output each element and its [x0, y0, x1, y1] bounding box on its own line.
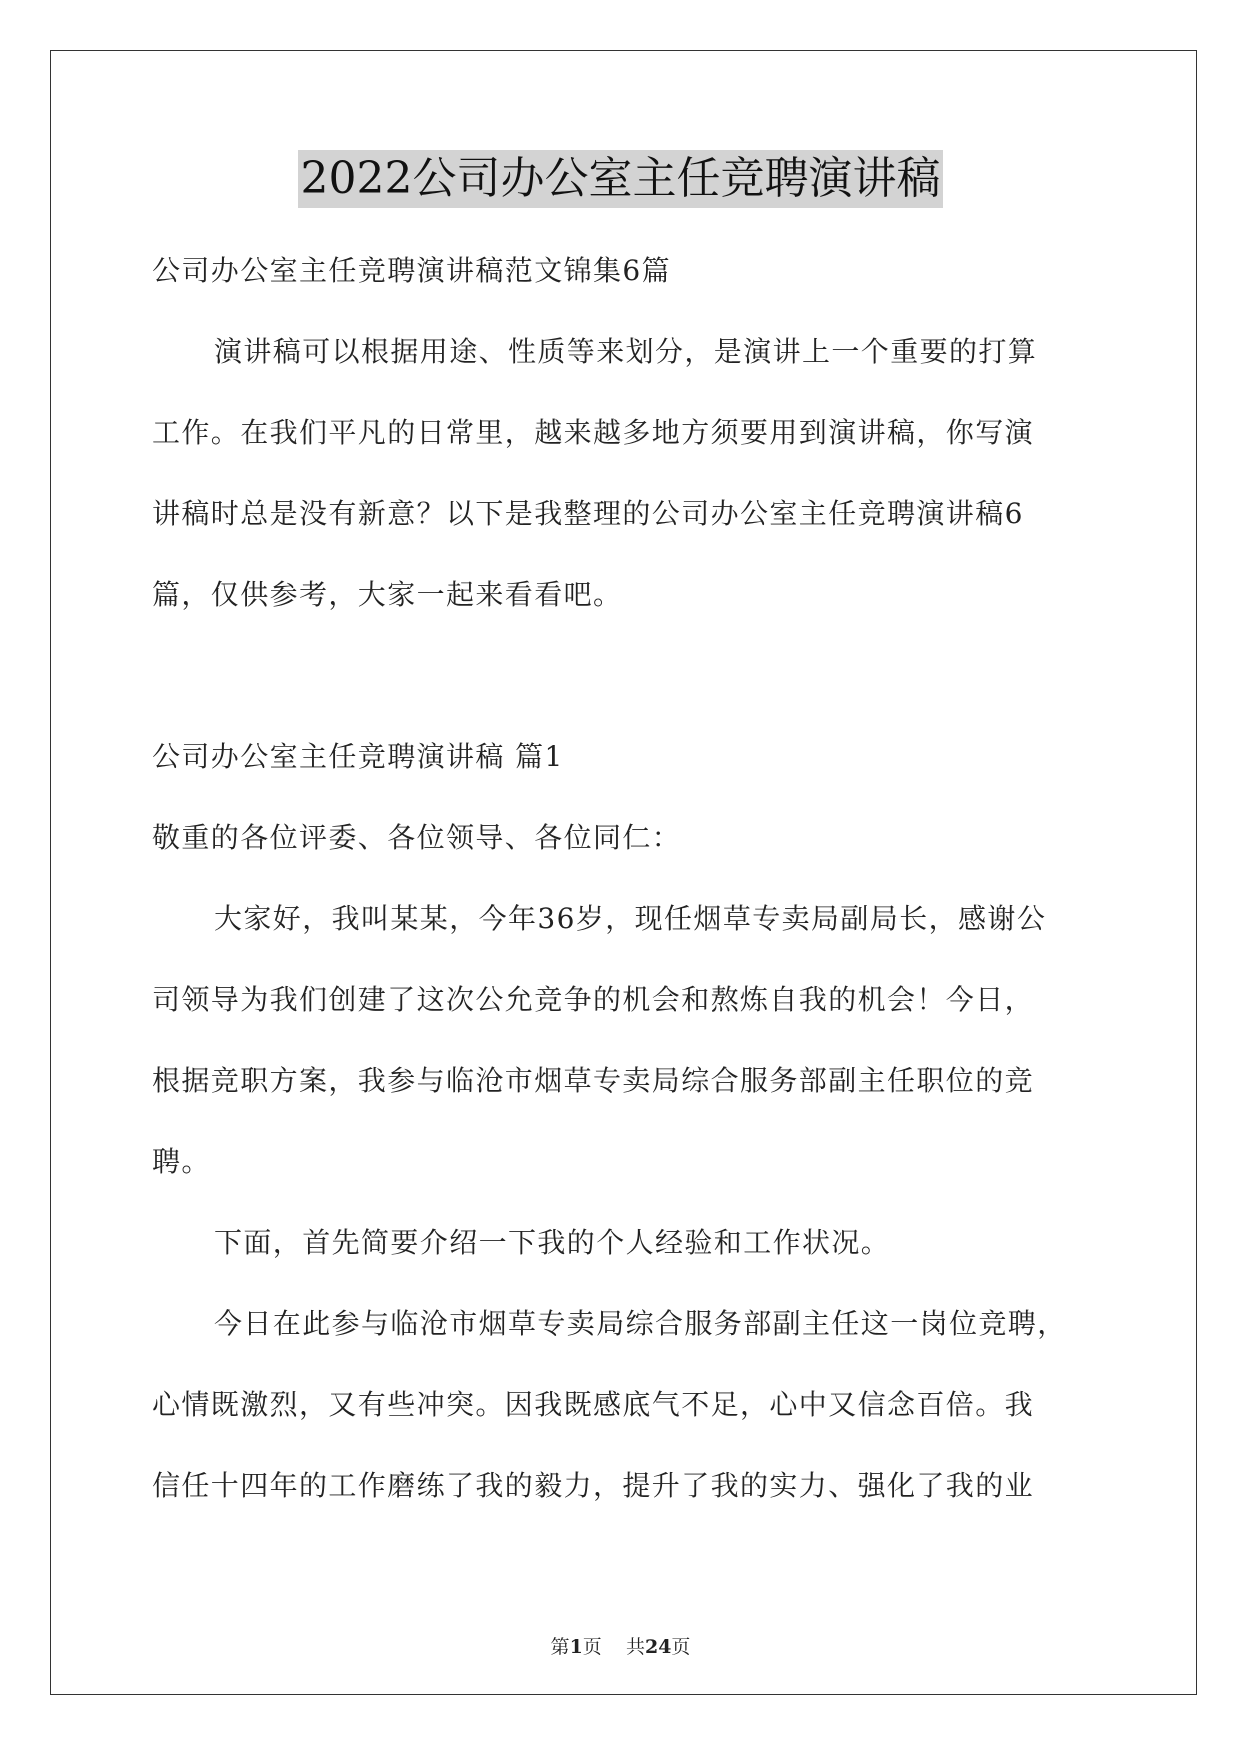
text-line: 根据竞职方案，我参与临沧市烟草专卖局综合服务部副主任职位的竞: [152, 1064, 1035, 1097]
text-line: 演讲稿可以根据用途、性质等来划分，是演讲上一个重要的打算: [214, 335, 1038, 368]
blank-line: [152, 635, 1096, 716]
text-line: 司领导为我们创建了这次公允竞争的机会和熬炼自我的机会！今日，: [152, 983, 1035, 1016]
page-footer: [0, 1632, 1241, 1659]
footer-prefix: 第: [550, 1636, 570, 1658]
text-line: 下面，首先简要介绍一下我的个人经验和工作状况。: [214, 1226, 891, 1259]
footer-middle: 页 共: [582, 1636, 645, 1658]
text-line: 信任十四年的工作磨练了我的毅力，提升了我的实力、强化了我的业: [152, 1469, 1035, 1502]
text-line: 聘。: [152, 1145, 211, 1178]
text-line: 篇，仅供参考，大家一起来看看吧。: [152, 578, 623, 611]
document-body: [152, 230, 1096, 1526]
text-line: 心情既激烈，又有些冲突。因我既感底气不足，心中又信念百倍。我: [152, 1388, 1035, 1421]
text-line: 敬重的各位评委、各位领导、各位同仁：: [152, 821, 682, 854]
footer-total-pages: 24: [644, 1636, 672, 1658]
text-line: 讲稿时总是没有新意？以下是我整理的公司办公室主任竞聘演讲稿6: [152, 497, 1024, 530]
footer-suffix: 页: [671, 1636, 691, 1658]
text-line: 今日在此参与临沧市烟草专卖局综合服务部副主任这一岗位竞聘，: [214, 1307, 1067, 1340]
text-line: 公司办公室主任竞聘演讲稿 篇1: [152, 740, 564, 773]
text-line: 公司办公室主任竞聘演讲稿范文锦集6篇: [152, 254, 672, 287]
text-line: 工作。在我们平凡的日常里，越来越多地方须要用到演讲稿，你写演: [152, 416, 1035, 449]
footer-page-number: 1: [569, 1636, 583, 1658]
title-container: [0, 150, 1241, 208]
document-title: 2022公司办公室主任竞聘演讲稿: [298, 150, 944, 208]
text-line: 大家好，我叫某某，今年36岁，现任烟草专卖局副局长，感谢公: [214, 902, 1047, 935]
